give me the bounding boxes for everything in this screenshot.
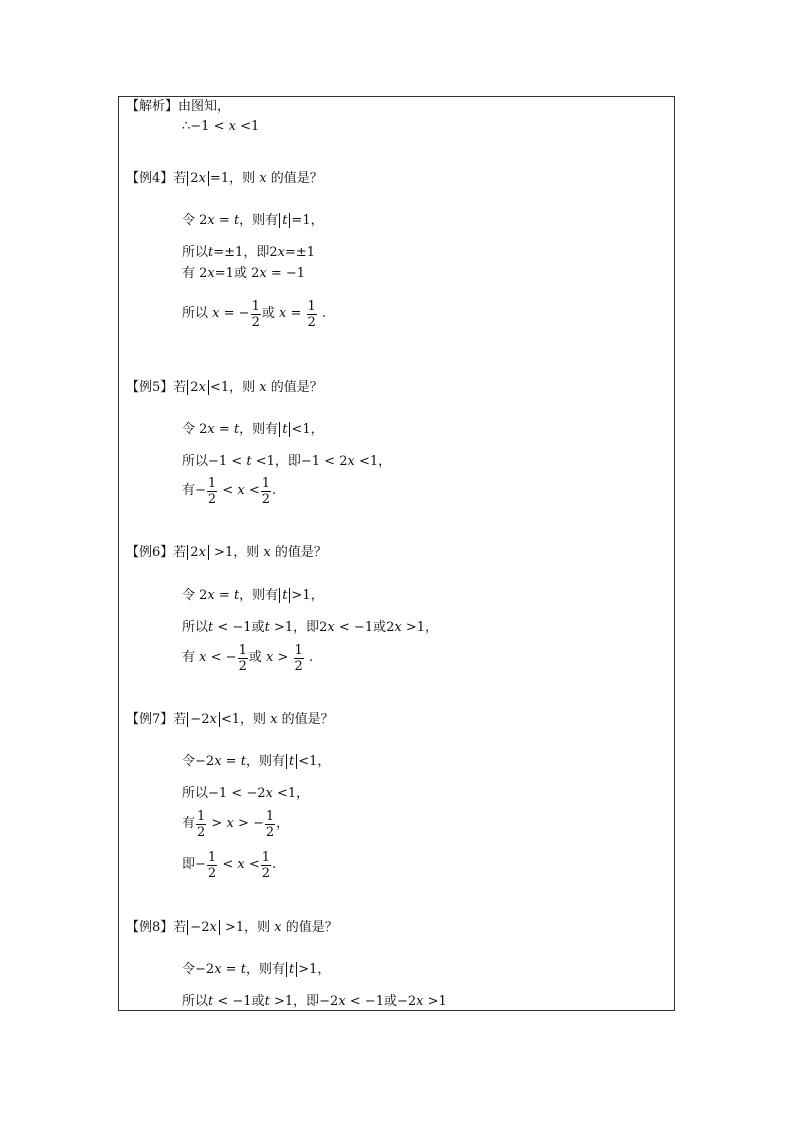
analysis-result: ∴−1 < x <1 (182, 119, 260, 134)
example-7-step1: 令−2x = t，则有 t <1， (182, 754, 331, 769)
example-6-step3: 有 x < − $\frac{1}{2}$ 或 x > $\frac{1}{2}$ . (182, 643, 314, 674)
example-8-question: 【例8】若 −2x >1，则 x 的值是？ (126, 920, 338, 935)
example-4-step1: 令 2x = t，则有 t =1， (182, 213, 324, 228)
example-4-step3: 有 2x=1或 2x = −1 (182, 266, 306, 281)
example-7-question: 【例7】若 −2x <1，则 x 的值是？ (126, 712, 334, 727)
example-5-step2: 所以−1 < t <1，即−1 < 2x <1， (182, 454, 392, 469)
example-4-step2: 所以t=±1，即2x=±1 (182, 245, 316, 260)
example-8-step1: 令−2x = t，则有 t >1， (182, 962, 331, 977)
example-5-step1: 令 2x = t，则有 t <1， (182, 422, 324, 437)
example-7-step4: 即− $\frac{1}{2}$ < x < $\frac{1}{2}$ . (182, 850, 277, 881)
example-5-step3: 有− $\frac{1}{2}$ < x < $\frac{1}{2}$ . (182, 476, 277, 507)
example-7-step2: 所以−1 < −2x <1， (182, 786, 310, 801)
example-6-question: 【例6】若 2x >1，则 x 的值是？ (126, 545, 327, 560)
example-4-question: 【例4】若 2x =1，则 x 的值是？ (126, 171, 323, 186)
example-6-step1: 令 2x = t，则有 t >1， (182, 588, 324, 603)
example-5-question: 【例5】若 2x <1，则 x 的值是？ (126, 380, 323, 395)
example-8-step2: 所以t < −1或t >1，即−2x < −1或−2x >1 (182, 994, 447, 1009)
example-7-step3: 有 $\frac{1}{2}$ > x > − $\frac{1}{2}$ ， (182, 809, 290, 840)
analysis-line: 【解析】由图知， (126, 99, 231, 114)
example-6-step2: 所以t < −1或t >1，即2x < −1或2x >1， (182, 620, 439, 635)
example-4-step4: 所以 x = − $\frac{1}{2}$ 或 x = $\frac{1}{2}$ . (182, 299, 327, 330)
